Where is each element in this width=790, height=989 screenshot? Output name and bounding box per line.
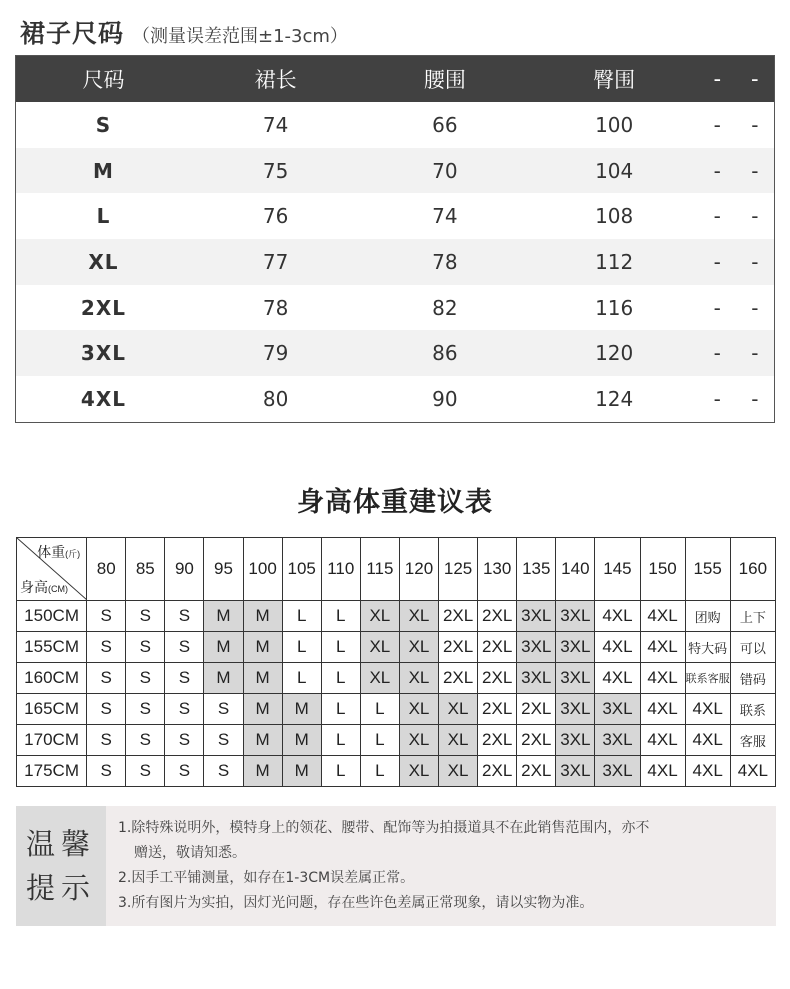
size-value-cell: - bbox=[713, 386, 721, 411]
size-value-cell: - bbox=[751, 112, 759, 137]
size-row bbox=[16, 102, 775, 148]
corner-height-unit: (CM) bbox=[48, 584, 68, 594]
size-suggestion-cell: 2XL bbox=[478, 632, 517, 663]
hw-header-row bbox=[17, 538, 776, 601]
size-suggestion-cell: 4XL bbox=[685, 756, 730, 787]
weight-header-cell: 90 bbox=[165, 538, 204, 601]
size-suggestion-cell: S bbox=[165, 694, 204, 725]
size-suggestion-cell: S bbox=[165, 601, 204, 632]
size-suggestion-cell: 3XL bbox=[517, 632, 556, 663]
size-suggestion-cell: 3XL bbox=[556, 694, 595, 725]
size-cell: 2XL bbox=[80, 295, 127, 320]
notice-body bbox=[118, 816, 768, 916]
size-value-cell: 79 bbox=[191, 330, 360, 376]
size-cell: 3XL bbox=[16, 330, 191, 376]
size-suggestion-cell: 4XL bbox=[685, 725, 730, 756]
corner-weight-unit: (斤) bbox=[65, 549, 81, 559]
size-value-cell: 82 bbox=[432, 295, 458, 320]
notice-line-1b: 赠送，敬请知悉。 bbox=[134, 845, 246, 861]
weight-header-cell: 80 bbox=[87, 538, 126, 601]
size-suggestion-cell: 3XL bbox=[595, 725, 640, 756]
size-value-cell: 74 bbox=[262, 112, 289, 137]
size-suggestion-cell: 3XL bbox=[556, 601, 595, 632]
size-suggestion-cell: M bbox=[282, 725, 321, 756]
size-suggestion-cell: 可以 bbox=[730, 632, 775, 663]
weight-header-cell: 140 bbox=[556, 538, 595, 601]
size-value-cell: - bbox=[736, 148, 775, 194]
size-cell: L bbox=[96, 204, 111, 229]
size-value-cell: 86 bbox=[360, 330, 529, 376]
size-suggestion-cell: M bbox=[243, 632, 282, 663]
size-chart-table bbox=[15, 55, 775, 423]
size-suggestion-cell: S bbox=[126, 694, 165, 725]
size-suggestion-cell: 2XL bbox=[478, 756, 517, 787]
height-label-cell: 155CM bbox=[17, 632, 87, 663]
size-suggestion-cell: S bbox=[165, 632, 204, 663]
size-suggestion-cell: XL bbox=[439, 756, 478, 787]
size-suggestion-cell: S bbox=[204, 756, 243, 787]
weight-header-cell: 150 bbox=[640, 538, 685, 601]
size-suggestion-cell: 4XL bbox=[640, 725, 685, 756]
size-suggestion-cell: 2XL bbox=[517, 725, 556, 756]
size-suggestion-cell: L bbox=[282, 632, 321, 663]
weight-header-cell: 110 bbox=[321, 538, 360, 601]
hw-row bbox=[17, 663, 776, 694]
size-suggestion-cell: L bbox=[321, 601, 360, 632]
height-label-cell: 165CM bbox=[17, 694, 87, 725]
size-suggestion-cell: M bbox=[243, 663, 282, 694]
hw-row bbox=[17, 601, 776, 632]
notice-box bbox=[16, 806, 776, 926]
weight-header-cell: 105 bbox=[282, 538, 321, 601]
size-suggestion-cell: 2XL bbox=[478, 725, 517, 756]
height-label-cell: 175CM bbox=[17, 756, 87, 787]
size-suggestion-cell: L bbox=[360, 756, 399, 787]
size-cell: 4XL bbox=[80, 386, 127, 411]
weight-header-cell: 135 bbox=[517, 538, 556, 601]
size-suggestion-cell: 2XL bbox=[517, 694, 556, 725]
size-suggestion-cell: S bbox=[126, 632, 165, 663]
size-value-cell: - bbox=[751, 204, 759, 229]
size-suggestion-cell: XL bbox=[360, 663, 399, 694]
size-suggestion-cell: 4XL bbox=[595, 601, 640, 632]
size-value-cell: 78 bbox=[360, 239, 529, 285]
size-value-cell: - bbox=[736, 330, 775, 376]
size-row bbox=[16, 193, 775, 239]
height-label-cell: 170CM bbox=[17, 725, 87, 756]
size-value-cell: 66 bbox=[432, 112, 458, 137]
size-suggestion-cell: XL bbox=[399, 694, 438, 725]
notice-line-1a: 1.除特殊说明外，模特身上的领花、腰带、配饰等为拍摄道具不在此销售范围内，亦不 bbox=[118, 820, 650, 836]
size-suggestion-cell: XL bbox=[360, 632, 399, 663]
size-value-cell: - bbox=[751, 386, 759, 411]
size-suggestion-cell: S bbox=[204, 694, 243, 725]
size-suggestion-cell: 联系 bbox=[730, 694, 775, 725]
size-chart-header-row bbox=[16, 56, 775, 103]
weight-header-cell: 155 bbox=[685, 538, 730, 601]
size-suggestion-cell: 4XL bbox=[685, 694, 730, 725]
size-suggestion-cell: 3XL bbox=[556, 725, 595, 756]
corner-height-label bbox=[20, 577, 68, 597]
size-suggestion-cell: S bbox=[126, 756, 165, 787]
size-suggestion-cell: S bbox=[87, 632, 126, 663]
hw-row bbox=[17, 694, 776, 725]
hw-corner-cell bbox=[17, 538, 87, 601]
size-suggestion-cell: 2XL bbox=[439, 663, 478, 694]
size-suggestion-cell: M bbox=[243, 601, 282, 632]
size-suggestion-cell: L bbox=[360, 694, 399, 725]
size-suggestion-cell: 2XL bbox=[517, 756, 556, 787]
size-value-cell: 74 bbox=[432, 204, 458, 229]
size-chart-note: （测量误差范围±1-3cm） bbox=[132, 26, 348, 47]
size-suggestion-cell: 2XL bbox=[439, 632, 478, 663]
size-value-cell: 120 bbox=[530, 330, 699, 376]
size-suggestion-cell: 4XL bbox=[640, 694, 685, 725]
size-suggestion-cell: S bbox=[87, 663, 126, 694]
notice-label bbox=[16, 806, 106, 926]
size-row bbox=[16, 148, 775, 194]
size-cell: S bbox=[95, 112, 112, 137]
size-suggestion-cell: 4XL bbox=[595, 663, 640, 694]
size-suggestion-cell: M bbox=[282, 756, 321, 787]
notice-label-line2: 提示 bbox=[25, 871, 96, 905]
size-value-cell: 75 bbox=[191, 148, 360, 194]
size-cell: M bbox=[16, 148, 191, 194]
size-suggestion-cell: M bbox=[243, 756, 282, 787]
header-skirt-length: 裙长 bbox=[191, 56, 360, 103]
size-row bbox=[16, 376, 775, 422]
size-value-cell: - bbox=[699, 239, 736, 285]
size-value-cell: 78 bbox=[262, 295, 289, 320]
size-suggestion-cell: M bbox=[204, 632, 243, 663]
size-row bbox=[16, 239, 775, 285]
size-suggestion-cell: S bbox=[126, 725, 165, 756]
header-waist: 腰围 bbox=[360, 56, 529, 103]
height-label-cell: 150CM bbox=[17, 601, 87, 632]
size-value-cell: 108 bbox=[595, 204, 634, 229]
size-suggestion-cell: XL bbox=[399, 663, 438, 694]
size-value-cell: - bbox=[751, 295, 759, 320]
corner-height-text: 身高 bbox=[20, 579, 48, 595]
size-suggestion-cell: 联系客服 bbox=[685, 663, 730, 694]
size-suggestion-cell: 3XL bbox=[556, 663, 595, 694]
size-suggestion-cell: 3XL bbox=[556, 632, 595, 663]
size-suggestion-cell: L bbox=[321, 756, 360, 787]
size-suggestion-cell: S bbox=[126, 601, 165, 632]
size-suggestion-cell: L bbox=[321, 694, 360, 725]
size-suggestion-cell: 4XL bbox=[640, 663, 685, 694]
size-suggestion-cell: XL bbox=[360, 601, 399, 632]
size-suggestion-cell: 3XL bbox=[517, 663, 556, 694]
header-blank-1: - bbox=[699, 56, 736, 103]
size-row bbox=[16, 285, 775, 331]
size-suggestion-cell: XL bbox=[399, 601, 438, 632]
size-cell: XL bbox=[16, 239, 191, 285]
size-value-cell: - bbox=[699, 330, 736, 376]
size-suggestion-cell: S bbox=[87, 725, 126, 756]
size-suggestion-cell: L bbox=[282, 663, 321, 694]
size-value-cell: - bbox=[713, 295, 721, 320]
size-suggestion-cell: S bbox=[87, 601, 126, 632]
size-suggestion-cell: M bbox=[204, 601, 243, 632]
weight-header-cell: 95 bbox=[204, 538, 243, 601]
weight-header-cell: 125 bbox=[439, 538, 478, 601]
size-suggestion-cell: 3XL bbox=[595, 694, 640, 725]
size-suggestion-cell: 2XL bbox=[478, 663, 517, 694]
height-label-cell: 160CM bbox=[17, 663, 87, 694]
size-suggestion-cell: 2XL bbox=[478, 694, 517, 725]
size-suggestion-cell: 4XL bbox=[730, 756, 775, 787]
size-suggestion-cell: 错码 bbox=[730, 663, 775, 694]
notice-label-line1: 温馨 bbox=[25, 827, 96, 861]
size-value-cell: 112 bbox=[530, 239, 699, 285]
size-suggestion-cell: L bbox=[321, 663, 360, 694]
notice-line-2: 2.因手工平铺测量，如存在1-3CM误差属正常。 bbox=[118, 870, 415, 886]
size-suggestion-cell: 3XL bbox=[556, 756, 595, 787]
hw-row bbox=[17, 632, 776, 663]
size-suggestion-cell: 3XL bbox=[595, 756, 640, 787]
size-value-cell: 104 bbox=[530, 148, 699, 194]
size-chart-title: 裙子尺码 bbox=[20, 19, 125, 48]
corner-weight-label bbox=[37, 542, 80, 562]
size-value-cell: 90 bbox=[432, 386, 458, 411]
size-suggestion-cell: M bbox=[243, 694, 282, 725]
size-suggestion-cell: 4XL bbox=[640, 632, 685, 663]
size-suggestion-cell: M bbox=[282, 694, 321, 725]
size-suggestion-cell: S bbox=[87, 756, 126, 787]
size-suggestion-cell: L bbox=[321, 632, 360, 663]
hw-row bbox=[17, 725, 776, 756]
size-suggestion-cell: 团购 bbox=[685, 601, 730, 632]
size-value-cell: 77 bbox=[191, 239, 360, 285]
size-suggestion-cell: 4XL bbox=[640, 601, 685, 632]
weight-header-cell: 145 bbox=[595, 538, 640, 601]
header-size: 尺码 bbox=[16, 56, 191, 103]
hw-chart-table bbox=[16, 537, 776, 787]
size-suggestion-cell: XL bbox=[399, 725, 438, 756]
size-value-cell: 116 bbox=[595, 295, 634, 320]
size-value-cell: 80 bbox=[262, 386, 289, 411]
size-suggestion-cell: S bbox=[165, 663, 204, 694]
size-value-cell: - bbox=[713, 112, 721, 137]
corner-weight-text: 体重 bbox=[37, 544, 66, 560]
size-suggestion-cell: S bbox=[126, 663, 165, 694]
size-row bbox=[16, 330, 775, 376]
size-suggestion-cell: L bbox=[321, 725, 360, 756]
size-suggestion-cell: 3XL bbox=[517, 601, 556, 632]
size-suggestion-cell: L bbox=[282, 601, 321, 632]
size-suggestion-cell: 4XL bbox=[640, 756, 685, 787]
size-suggestion-cell: L bbox=[360, 725, 399, 756]
size-suggestion-cell: 2XL bbox=[478, 601, 517, 632]
size-suggestion-cell: 上下 bbox=[730, 601, 775, 632]
size-suggestion-cell: S bbox=[204, 725, 243, 756]
weight-header-cell: 120 bbox=[399, 538, 438, 601]
size-suggestion-cell: 客服 bbox=[730, 725, 775, 756]
size-suggestion-cell: XL bbox=[439, 694, 478, 725]
hw-chart-title: 身高体重建议表 bbox=[297, 487, 493, 518]
hw-row bbox=[17, 756, 776, 787]
size-suggestion-cell: XL bbox=[439, 725, 478, 756]
size-suggestion-cell: M bbox=[243, 725, 282, 756]
weight-header-cell: 160 bbox=[730, 538, 775, 601]
size-value-cell: - bbox=[699, 148, 736, 194]
size-suggestion-cell: S bbox=[87, 694, 126, 725]
size-suggestion-cell: 2XL bbox=[439, 601, 478, 632]
size-value-cell: - bbox=[713, 204, 721, 229]
size-suggestion-cell: XL bbox=[399, 756, 438, 787]
weight-header-cell: 115 bbox=[360, 538, 399, 601]
size-suggestion-cell: 4XL bbox=[595, 632, 640, 663]
size-suggestion-cell: S bbox=[165, 756, 204, 787]
size-value-cell: 70 bbox=[360, 148, 529, 194]
weight-header-cell: 100 bbox=[243, 538, 282, 601]
header-hip: 臀围 bbox=[530, 56, 699, 103]
size-suggestion-cell: 特大码 bbox=[685, 632, 730, 663]
size-value-cell: - bbox=[736, 239, 775, 285]
size-value-cell: 100 bbox=[595, 112, 634, 137]
size-value-cell: 124 bbox=[595, 386, 634, 411]
header-blank-2: - bbox=[736, 56, 775, 103]
size-suggestion-cell: XL bbox=[399, 632, 438, 663]
size-chart-title-row bbox=[20, 14, 348, 50]
size-suggestion-cell: S bbox=[165, 725, 204, 756]
weight-header-cell: 85 bbox=[126, 538, 165, 601]
weight-header-cell: 130 bbox=[478, 538, 517, 601]
size-value-cell: 76 bbox=[262, 204, 289, 229]
size-suggestion-cell: M bbox=[204, 663, 243, 694]
notice-line-3: 3.所有图片为实拍，因灯光问题，存在些许色差属正常现象，请以实物为准。 bbox=[118, 895, 594, 911]
